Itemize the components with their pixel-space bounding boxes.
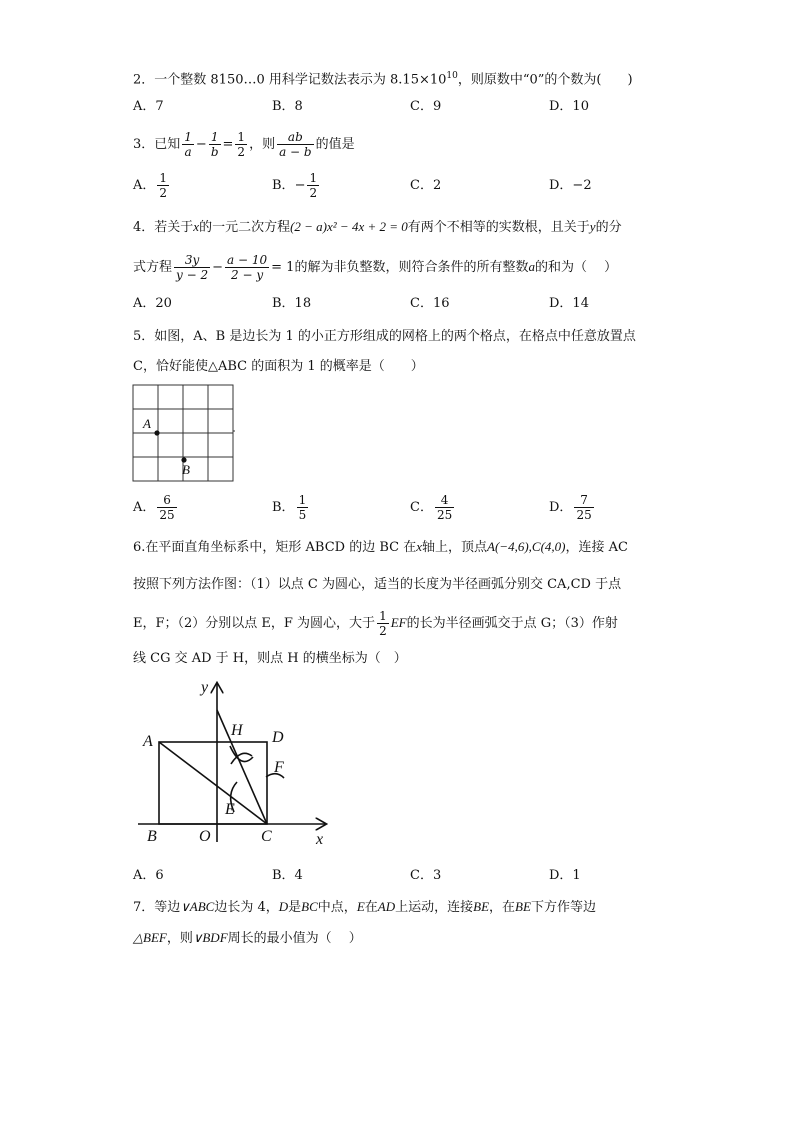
label-d: D <box>272 729 284 746</box>
q3-fraction-2: $\frac{1}{b}$ <box>210 130 219 159</box>
q6-stem-line3: E，F；（2）分别以点 E，F 为圆心，大于 $\frac{1}{2}$ EF的长为半径画弧交于点 G；（3）作射 <box>133 609 618 638</box>
q6-stem-line1: 6.在平面直角坐标系中，矩形 ABCD 的边 BC 在x轴上，顶点A(−4,6),C(4,0)，连接 AC <box>133 539 628 555</box>
q2-stem: 2．一个整数 8150…0 用科学记数法表示为 $8.15\times 10^{10}$，则原数中“0”的个数为( ) <box>133 71 633 88</box>
q6-option-d: D．1 <box>549 868 581 883</box>
q6-option-b: B．4 <box>272 868 303 883</box>
q6-stem-line4: 线 CG 交 AD 于 H，则点 H 的横坐标为（ ） <box>133 651 407 666</box>
label-e: E <box>225 801 235 818</box>
q3-fraction-3: $\frac{1}{2}$ <box>237 130 246 159</box>
q6-rectangle-figure <box>138 674 338 854</box>
q3-option-a: A． $\frac{1}{2}$ <box>133 171 168 200</box>
q4-option-c: C．16 <box>410 296 450 311</box>
q4-option-b: B．18 <box>272 296 312 311</box>
label-x-axis: x <box>316 831 324 848</box>
q2-option-c: C．9 <box>410 99 442 114</box>
label-a: A <box>143 733 153 750</box>
q4-fraction-1: $\frac{3y}{y - 2}$ <box>176 253 209 282</box>
label-y-axis: y <box>201 679 209 696</box>
q3-option-c: C．2 <box>410 178 442 193</box>
q4-fraction-2: $\frac{a - 10}{2 - y}$ <box>227 253 268 282</box>
q6-option-a: A．6 <box>133 868 164 883</box>
q5-stem-line2: C，恰好能使△ABC 的面积为 1 的概率是（ ） <box>133 359 424 374</box>
q3-option-b: B．− $\frac{1}{2}$ <box>272 171 318 200</box>
label-h: H <box>231 722 243 739</box>
label-point-a: A <box>143 416 151 431</box>
q7-stem-line2: △BEF，则∨BDF周长的最小值为（ ） <box>133 930 362 946</box>
q3-fraction-1: $\frac{1}{a}$ <box>184 130 192 159</box>
label-o: O <box>199 828 211 845</box>
q4-option-d: D．14 <box>549 296 589 311</box>
q2-option-a: A．7 <box>133 99 164 114</box>
label-point-b: B <box>182 462 190 477</box>
q7-stem-line1: 7．等边∨ABC边长为 4，D是BC中点，E在AD上运动，连接BE，在BE下方作等边 <box>133 899 596 915</box>
q2-option-b: B．8 <box>272 99 303 114</box>
q6-stem-line2: 按照下列方法作图：（1）以点 C 为圆心，适当的长度为半径画弧分别交 CA,CD 于点 <box>133 577 622 592</box>
label-b: B <box>147 828 157 845</box>
label-c: C <box>261 828 272 845</box>
q3-option-d: D．−2 <box>549 178 592 193</box>
q5-stem-line1: 5．如图，A、B 是边长为 1 的小正方形组成的网格上的两个格点，在格点中任意放置点 <box>133 329 636 344</box>
q4-stem-line2: 式方程 $\frac{3y}{y - 2}$ − $\frac{a - 10}{2 - y}$ = 1的解为非负整数，则符合条件的所有整数a的和为（ ） <box>133 253 618 282</box>
q3-stem: 3．已知 $\frac{1}{a}$ − $\frac{1}{b}$ = $\frac{1}{2}$ ，则 $\frac{ab}{a - b}$ 的值是 <box>133 130 355 159</box>
q5-option-a: A． $\frac{6}{25}$ <box>133 493 175 522</box>
q5-option-b: B． $\frac{1}{5}$ <box>272 493 307 522</box>
q4-stem-line1: 4．若关于x的一元二次方程(2 − a)x² − 4x + 2 = 0有两个不相等的实数根，且关于y的分 <box>133 219 622 235</box>
q2-option-d: D．10 <box>549 99 589 114</box>
q6-option-c: C．3 <box>410 868 442 883</box>
q3-fraction-4: $\frac{ab}{a - b}$ <box>279 130 312 159</box>
q4-option-a: A．20 <box>133 296 172 311</box>
point-a-dot <box>154 430 159 435</box>
label-f: F <box>274 759 284 776</box>
q5-grid-figure <box>128 380 243 488</box>
q5-option-d: D． $\frac{7}{25}$ <box>549 493 592 522</box>
q5-option-c: C． $\frac{4}{25}$ <box>410 493 453 522</box>
